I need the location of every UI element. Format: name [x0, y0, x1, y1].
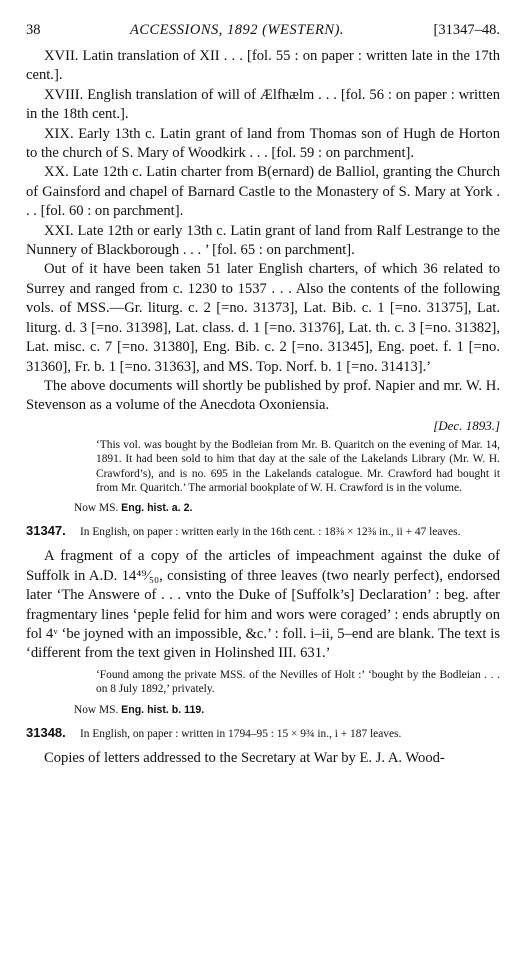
running-title: ACCESSIONS, 1892 (WESTERN). — [129, 22, 345, 38]
paragraph-charters: Out of it have been taken 51 later English charters, of which 36 related to Surrey and ranged from c. 1230 to 1537 . . . Also the contents of the following vols. of MSS.—Gr. liturg. c. 2 [=no. 31373], Lat. Bib. c. 1 [=no. 31375], Lat. liturg. d. 3 [=no. 31398], Lat. class. d. 1 [=no. 31376], Lat. th. c. 3 [=no. 31382], Lat. misc. c. 7 [=no. 31380], Eng. Bib. c. 2 [=no. 31345], Eng. poet. f. 1 [=no. 31360], Fr. b. 1 [=no. 31363], and MS. Top. Norf. b. 1 [=no. 31413].’ — [26, 261, 500, 375]
shelfmark-prefix: Now MS. — [74, 703, 119, 716]
entry-31347-header — [26, 524, 500, 539]
date-note: [Dec. 1893.] — [433, 417, 500, 433]
footnote-nevilles: ‘Found among the private MSS. of the Nevilles of Holt :’ ‘bought by the Bodleian . . . on 8 July 1892,’ privately. — [96, 668, 500, 696]
paragraph-xix: XIX. Early 13th c. Latin grant of land from Thomas son of Hugh de Horton to the church of S. Mary of Woodkirk . . . [fol. 59 : on parchment]. — [26, 125, 500, 162]
shelfmark-eng-hist-b119 — [74, 703, 500, 718]
paragraph-xvii: XVII. Latin translation of XII . . . [fol. 55 : on paper : written late in the 17th cent.]. — [26, 48, 500, 84]
shelfmark-mark: Eng. hist. a. 2. — [121, 502, 193, 515]
footnote-bodleian: ‘This vol. was bought by the Bodleian from Mr. B. Quaritch on the evening of Mar. 14, 1891. It had been sold to him that day at the sale of the Lakelands Library (Mr. W. H. Crawford’s), and is no. 695 in the Lakelands catalogue. Mr. Crawford had bought it from Mr. Quaritch.’ The armorial bookplate of W. H. Crawford is in the volume. — [96, 438, 500, 494]
shelfmark-prefix: Now MS. — [74, 502, 119, 515]
entry-description: In English, on paper : written in 1794–95 : 15 × 9¾ in., i + 187 leaves. — [80, 727, 402, 740]
entry-description: In English, on paper : written early in the 16th cent. : 18⅜ × 12⅜ in., ii + 47 leaves. — [80, 526, 461, 539]
paragraph-xxi: XXI. Late 12th or early 13th c. Latin grant of land from Ralf Lestrange to the Nunnery of Blackborough . . . ’ [fol. 65 : on parchment]. — [26, 222, 500, 259]
entry-31348-header — [26, 726, 500, 741]
paragraph-impeachment: A fragment of a copy of the articles of impeachment against the duke of Suffolk in A.D. 14⁴⁹⁄₅₀, consisting of three leaves (two nearly perfect), endorsed later ‘The Answere of . . . vnto the Duke of [Suffolk’s] Declaration’ : beg. after fragmentary lines ‘peple felid for him and wors were coraged’ : ends abruptly on fol 4ᵛ ‘be joyned with an impossible, &c.’ : foll. i–ii, 5–end are blank. The text is ‘different from the text given in Holinshed III. 631.’ — [26, 548, 500, 662]
paragraph-xviii: XVIII. English translation of will of Ælfhælm . . . [fol. 56 : on paper : written in the 18th cent.]. — [26, 86, 500, 123]
shelfmark-eng-hist-a2 — [74, 501, 500, 516]
paragraph-letters: Copies of letters addressed to the Secretary at War by E. J. A. Wood- — [44, 749, 445, 766]
main-text — [26, 47, 500, 416]
entry-number: 31347. — [26, 523, 66, 539]
paragraph-publication: The above documents will shortly be published by prof. Napier and mr. W. H. Stevenson as a volume of the Anecdota Oxoniensia. — [26, 377, 500, 414]
entry-range: [31347–48. — [433, 22, 500, 38]
entry-31347-text — [26, 547, 500, 663]
entry-31348-text — [26, 749, 500, 768]
entry-number: 31348. — [26, 724, 66, 740]
shelfmark-mark: Eng. hist. b. 119. — [121, 703, 205, 716]
page-number: 38 — [26, 22, 41, 38]
paragraph-xx: XX. Late 12th c. Latin charter from B(ernard) de Balliol, granting the Church of Gainsford and chapel of Barnard Castle to the Monastery of S. Mary at York . . . [fol. 60 : on parchment]. — [26, 164, 500, 220]
running-header — [26, 22, 500, 39]
